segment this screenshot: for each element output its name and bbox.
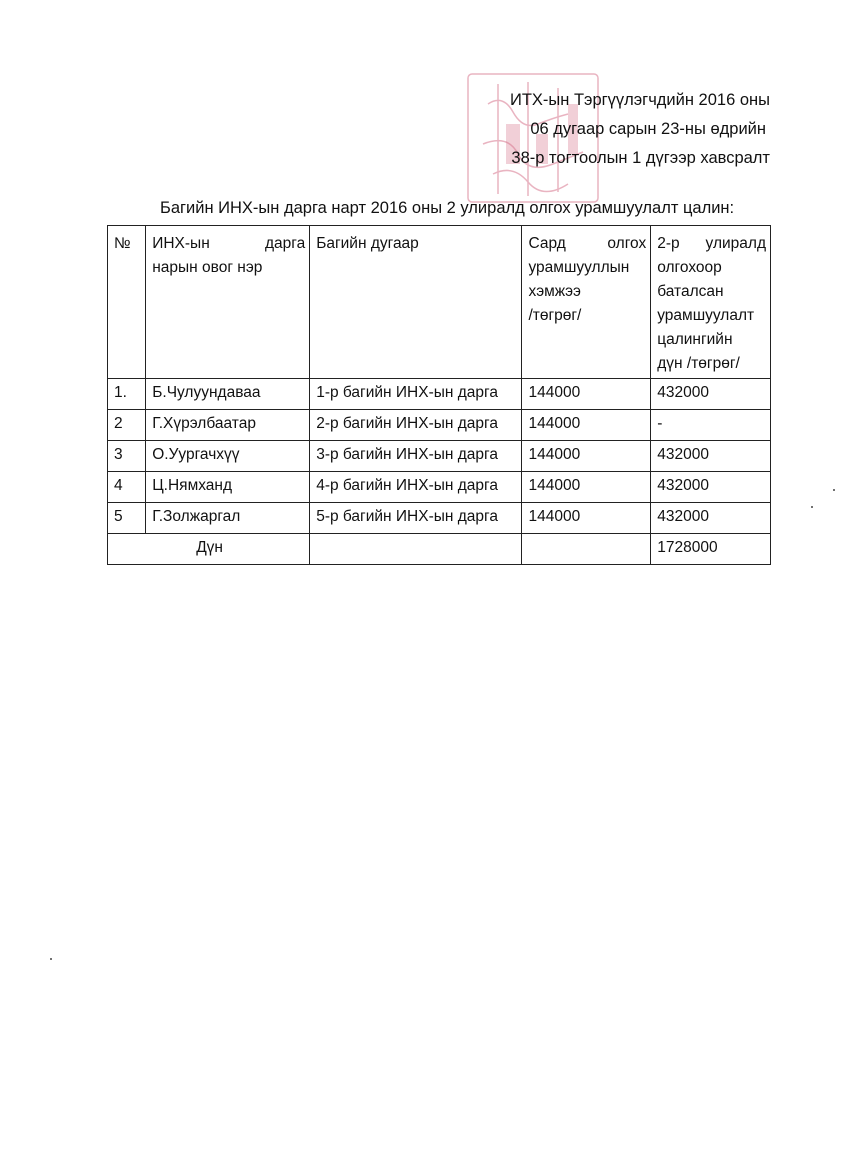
row-quarter: 432000 — [651, 503, 771, 534]
table-header-row — [108, 226, 771, 379]
row-no: 5 — [108, 503, 146, 534]
row-bag: 2-р багийн ИНХ-ын дарга — [310, 410, 522, 441]
row-no: 4 — [108, 472, 146, 503]
row-bag: 3-р багийн ИНХ-ын дарга — [310, 441, 522, 472]
table-row — [108, 441, 771, 472]
scan-speck — [50, 958, 52, 960]
total-quarter: 1728000 — [651, 534, 771, 565]
header-bag: Багийн дугаар — [310, 226, 522, 379]
row-monthly: 144000 — [522, 472, 651, 503]
row-quarter: 432000 — [651, 379, 771, 410]
header-quarter-line-4: урамшуулалт — [657, 307, 755, 324]
row-no: 2 — [108, 410, 146, 441]
header-quarter-line-5: цалингийн — [657, 331, 733, 348]
header-quarter-line-3: баталсан — [657, 283, 724, 300]
table-row — [108, 410, 771, 441]
table-row — [108, 472, 771, 503]
row-no: 3 — [108, 441, 146, 472]
header-name-line-1: ИНХ-ын дарга — [152, 235, 306, 252]
row-name: О.Уургачхүү — [146, 441, 310, 472]
row-no: 1. — [108, 379, 146, 410]
header-quarter-line-2: олгохоор — [657, 259, 722, 276]
row-bag: 4-р багийн ИНХ-ын дарга — [310, 472, 522, 503]
total-label: Дүн — [108, 534, 310, 565]
header-quarter-line-6: дүн /төгрөг/ — [657, 355, 740, 372]
row-monthly: 144000 — [522, 379, 651, 410]
header-monthly-line-1: Сард олгох — [528, 235, 647, 252]
total-bag — [310, 534, 522, 565]
header-no: № — [108, 226, 146, 379]
row-monthly: 144000 — [522, 410, 651, 441]
header-name-line-2: нарын овог нэр — [152, 259, 263, 276]
header-line-1: ИТХ-ын Тэргүүлэгчдийн 2016 оны — [509, 91, 770, 109]
row-name: Г.Хүрэлбаатар — [146, 410, 310, 441]
header-monthly — [522, 226, 651, 379]
row-name: Б.Чулуундаваа — [146, 379, 310, 410]
row-quarter: 432000 — [651, 441, 771, 472]
row-monthly: 144000 — [522, 503, 651, 534]
scan-speck — [811, 506, 813, 508]
row-bag: 5-р багийн ИНХ-ын дарга — [310, 503, 522, 534]
table-row — [108, 503, 771, 534]
row-name: Ц.Нямханд — [146, 472, 310, 503]
header-monthly-line-4: /төгрөг/ — [528, 307, 582, 324]
document-header — [510, 86, 770, 173]
header-line-2: 06 дугаар сарын 23-ны өдрийн — [530, 120, 766, 138]
header-name — [146, 226, 310, 379]
row-quarter: - — [651, 410, 771, 441]
row-name: Г.Золжаргал — [146, 503, 310, 534]
header-line-3: 38-р тогтоолын 1 дүгээр хавсралт — [511, 149, 770, 167]
header-monthly-line-3: хэмжээ — [528, 283, 581, 300]
header-monthly-line-2: урамшууллын — [528, 259, 630, 276]
document-title: Багийн ИНХ-ын дарга нарт 2016 оны 2 улиралд олгох урамшуулалт цалин: — [160, 199, 735, 217]
bonus-table — [107, 225, 771, 565]
row-bag: 1-р багийн ИНХ-ын дарга — [310, 379, 522, 410]
table-row — [108, 379, 771, 410]
scan-speck — [833, 489, 835, 491]
header-quarter-line-1: 2-р улиралд — [657, 235, 766, 252]
row-monthly: 144000 — [522, 441, 651, 472]
total-monthly — [522, 534, 651, 565]
table-total-row — [108, 534, 771, 565]
row-quarter: 432000 — [651, 472, 771, 503]
header-quarter — [651, 226, 771, 379]
